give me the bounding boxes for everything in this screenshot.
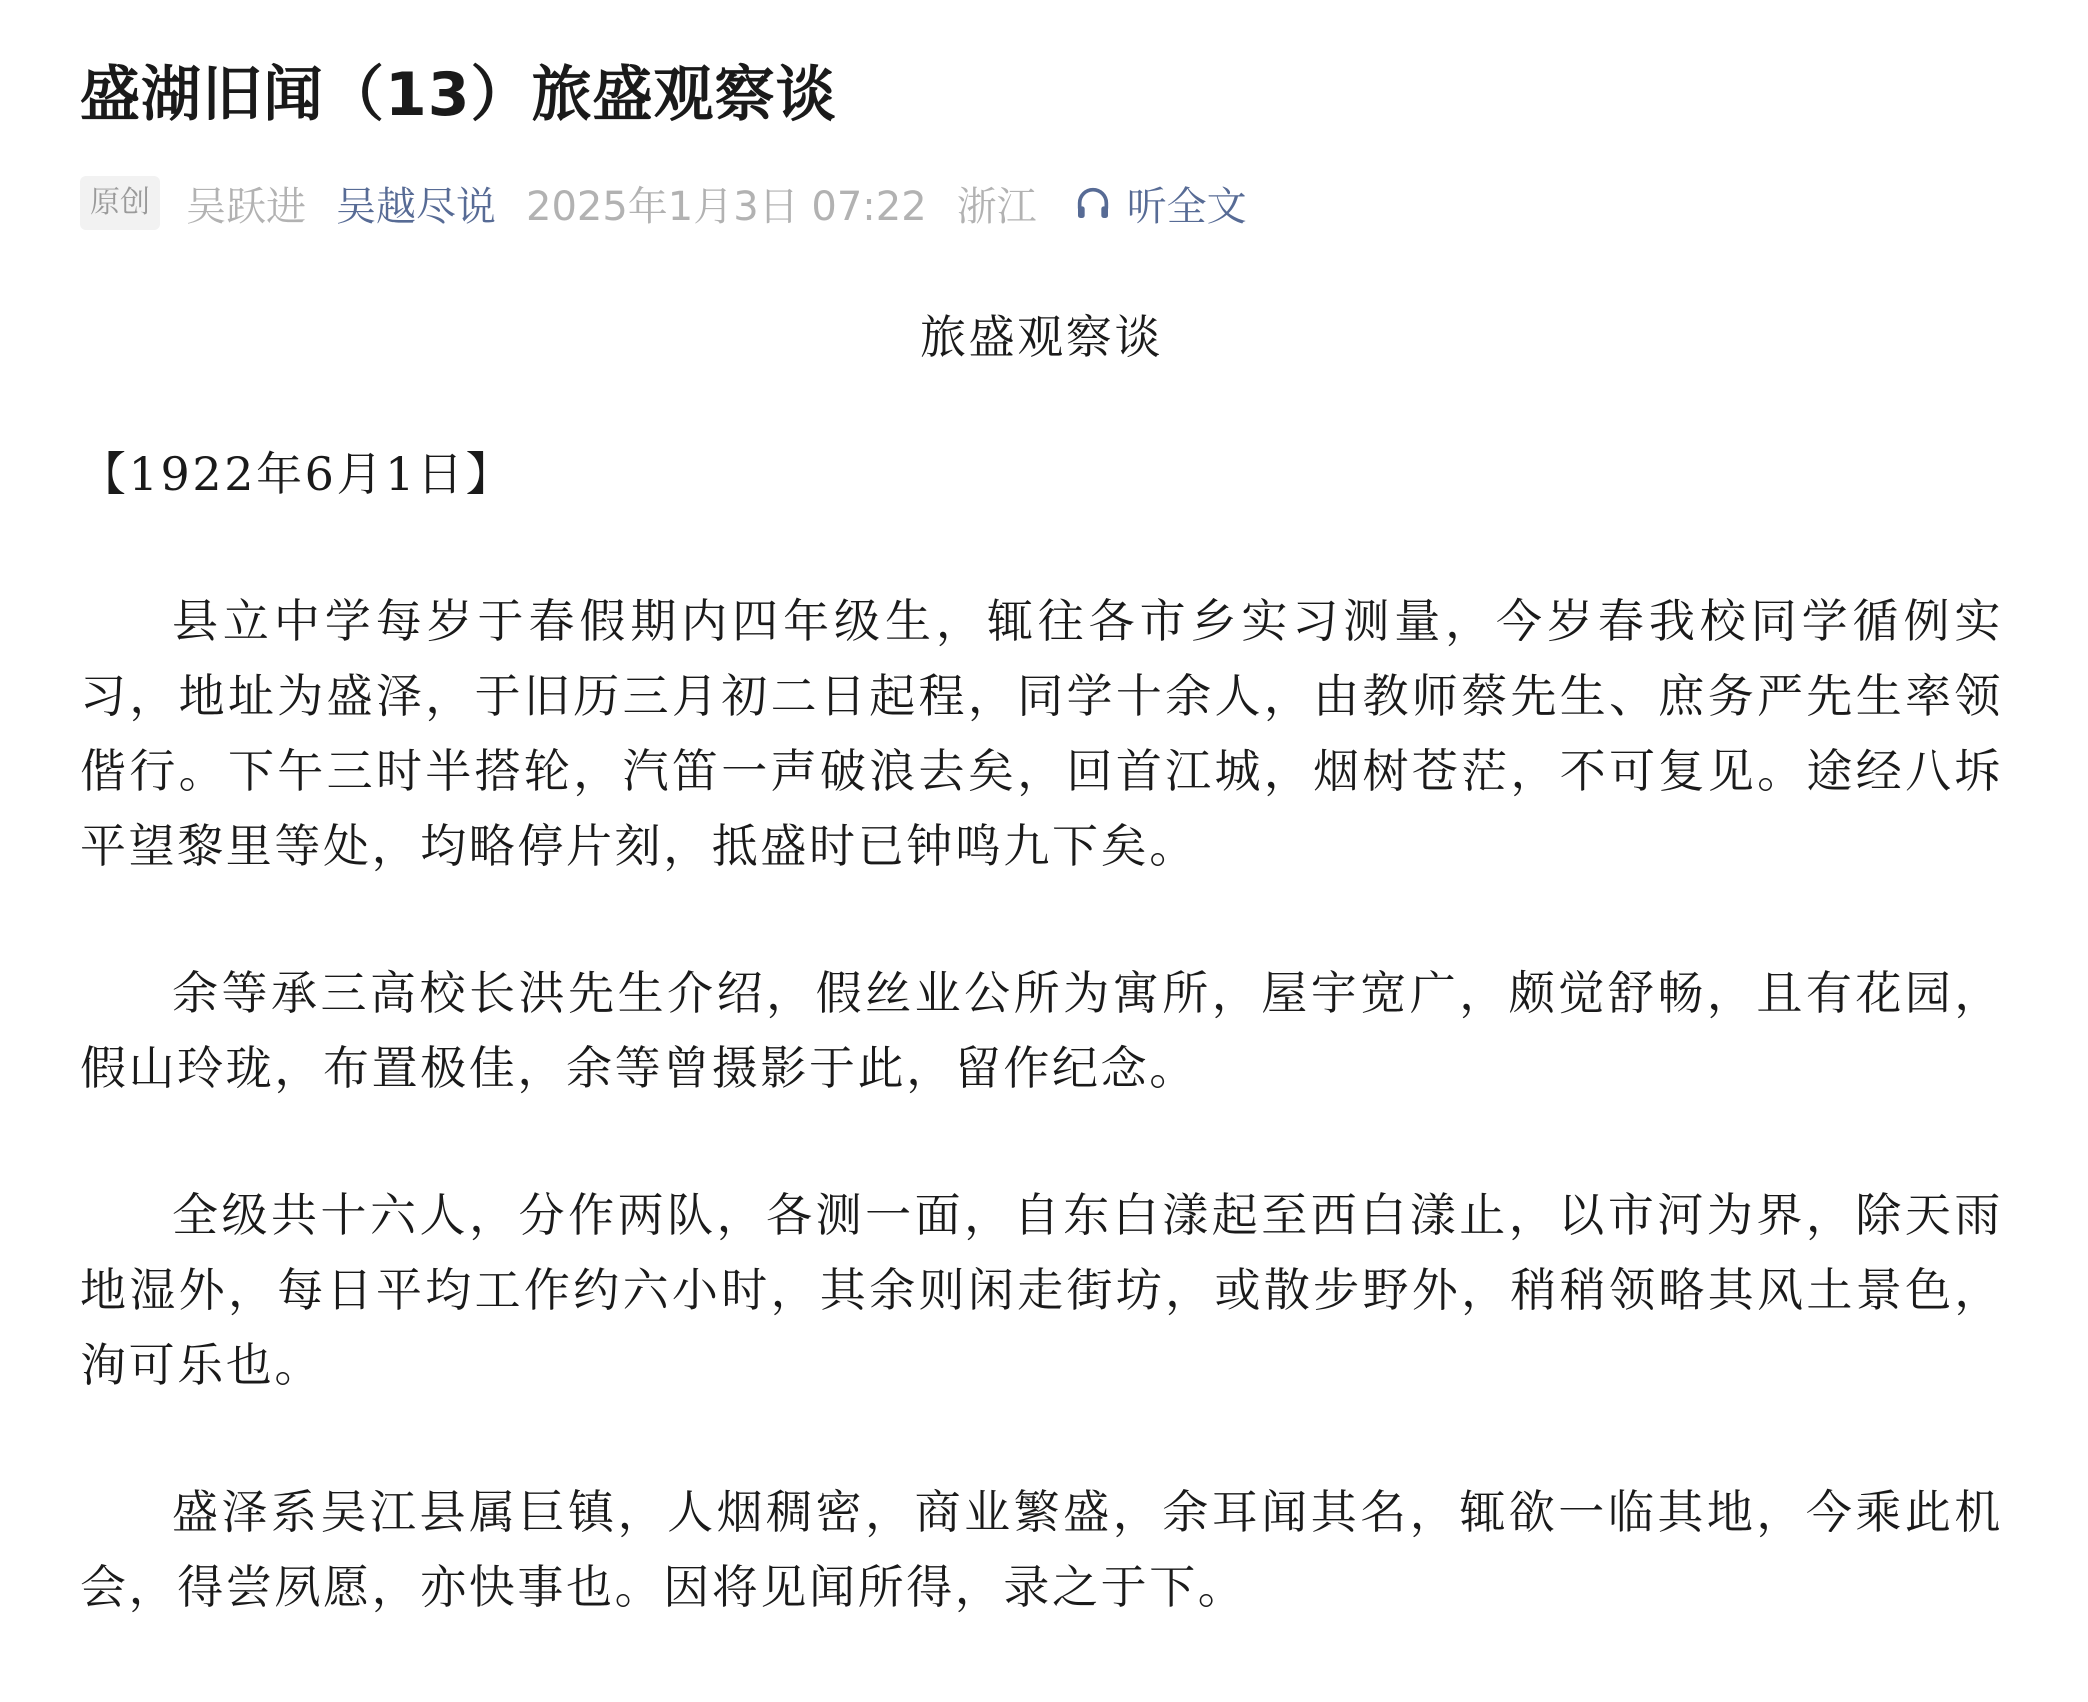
- article-paragraph: 县立中学每岁于春假期内四年级生，辄往各市乡实习测量，今岁春我校同学循例实习，地址为盛泽，于旧历三月初二日起程，同学十余人，由教师蔡先生、庶务严先生率领偕行。下午三时半搭轮，汽笛一声破浪去矣，回首江城，烟树苍茫，不可复见。途经八坼平望黎里等处，均略停片刻，抵盛时已钟鸣九下矣。: [80, 594, 2003, 873]
- article-title: 盛湖旧闻（13）旅盛观察谈: [80, 60, 837, 130]
- article-date-line: 【1922年6月1日】: [80, 447, 515, 501]
- author-name: 吴跃进: [186, 183, 306, 230]
- headphones-icon: [1073, 183, 1113, 223]
- original-badge: 原创: [80, 176, 160, 230]
- publish-date: 2025年1月3日 07:22: [526, 183, 927, 230]
- article-paragraph: 全级共十六人，分作两队，各测一面，自东白漾起至西白漾止，以市河为界，除天雨地湿外，每日平均工作约六小时，其余则闲走街坊，或散步野外，稍稍领略其风土景色，洵可乐也。: [80, 1188, 2003, 1392]
- article-subtitle: 旅盛观察谈: [920, 310, 1163, 364]
- listen-label: 听全文: [1126, 183, 1247, 230]
- article-meta: [80, 175, 2003, 231]
- article-paragraph: 盛泽系吴江县属巨镇，人烟稠密，商业繁盛，余耳闻其名，辄欲一临其地，今乘此机会，得尝夙愿，亦快事也。因将见闻所得，录之于下。: [80, 1485, 2003, 1614]
- publish-region: 浙江: [956, 183, 1037, 230]
- article-paragraph: 余等承三高校长洪先生介绍，假丝业公所为寓所，屋宇宽广，颇觉舒畅，且有花园，假山玲珑，布置极佳，余等曾摄影于此，留作纪念。: [80, 966, 2003, 1095]
- account-link[interactable]: 吴越尽说: [336, 183, 496, 230]
- article-content: [80, 297, 2003, 1625]
- listen-button[interactable]: [1073, 175, 1247, 232]
